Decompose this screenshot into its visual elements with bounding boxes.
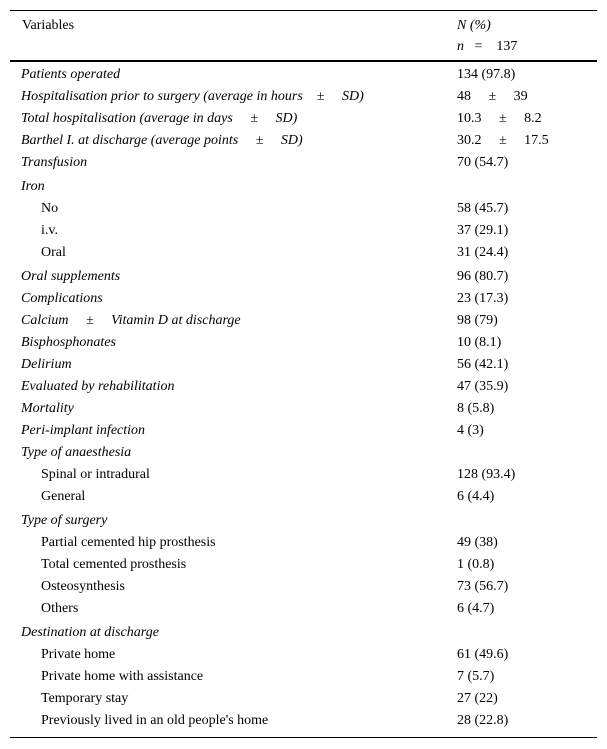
table-row [10,666,597,688]
header-n-percent: N (%) [457,18,491,33]
row-value: 31 (24.4) [457,245,509,260]
table-header [10,12,597,62]
row-label: Others [41,601,79,616]
table-row [10,532,597,554]
row-label: Total cemented prosthesis [41,557,187,572]
table-row [10,420,597,442]
table-row [10,486,597,508]
row-label: Type of surgery [21,513,108,528]
row-label: Delirium [21,357,72,372]
row-label: Private home [41,647,116,662]
header-count-value: = 137 [464,39,518,54]
row-value: 47 (35.9) [457,379,509,394]
row-label: Barthel I. at discharge (average points ± SD) [21,133,303,148]
table-row [10,442,597,464]
row-value: 58 (45.7) [457,201,509,216]
row-label: Private home with assistance [41,669,204,684]
row-label: Oral supplements [21,269,121,284]
row-label: Iron [21,179,45,194]
row-value: 98 (79) [457,313,498,328]
row-label: Evaluated by rehabilitation [21,379,175,394]
table-row [10,130,597,152]
row-label: Peri-implant infection [21,423,146,438]
row-value: 61 (49.6) [457,647,509,662]
table-row [10,576,597,598]
header-variables: Variables [22,18,75,33]
table-row [10,510,597,532]
row-value: 10 (8.1) [457,335,502,350]
header-count-prefix: n [457,39,464,54]
table-row [10,86,597,108]
table-row [10,288,597,310]
table-row [10,332,597,354]
header-sample-size [457,39,517,55]
table-row [10,398,597,420]
row-label: Mortality [21,401,74,416]
table-row [10,464,597,486]
table-row [10,152,597,174]
table-row [10,198,597,220]
row-value: 30.2 ± 17.5 [457,133,549,148]
table-row [10,622,597,644]
row-label: Patients operated [21,67,121,82]
row-label: Hospitalisation prior to surgery (average in hours ± SD) [21,89,364,104]
row-value: 70 (54.7) [457,155,509,170]
table-row [10,108,597,130]
row-value: 10.3 ± 8.2 [457,111,542,126]
row-label: Bisphosphonates [21,335,116,350]
row-value: 6 (4.7) [457,601,495,616]
row-value: 27 (22) [457,691,498,706]
table-row [10,688,597,710]
row-value: 1 (0.8) [457,557,495,572]
row-value: 23 (17.3) [457,291,509,306]
row-label: Destination at discharge [21,625,159,640]
row-value: 37 (29.1) [457,223,509,238]
row-value: 96 (80.7) [457,269,509,284]
row-value: 128 (93.4) [457,467,516,482]
row-label: No [41,201,59,216]
row-value: 48 ± 39 [457,89,528,104]
table-row [10,554,597,576]
table-row [10,176,597,198]
row-label: Oral [41,245,66,260]
row-value: 4 (3) [457,423,484,438]
table-row [10,64,597,86]
row-value: 134 (97.8) [457,67,516,82]
table-row [10,644,597,666]
row-value: 6 (4.4) [457,489,495,504]
row-label: Complications [21,291,103,306]
table-row [10,354,597,376]
row-label: Calcium ± Vitamin D at discharge [21,313,241,328]
table-row [10,220,597,242]
row-label: Previously lived in an old people's home [41,713,269,728]
row-value: 56 (42.1) [457,357,509,372]
row-label: Partial cemented hip prosthesis [41,535,216,550]
row-label: Temporary stay [41,691,129,706]
row-value: 8 (5.8) [457,401,495,416]
row-label: Total hospitalisation (average in days ± SD) [21,111,298,126]
row-label: General [41,489,86,504]
table-row [10,376,597,398]
row-value: 49 (38) [457,535,498,550]
row-value: 7 (5.7) [457,669,495,684]
row-label: i.v. [41,223,58,238]
row-label: Osteosynthesis [41,579,125,594]
table-row [10,598,597,620]
table-row [10,310,597,332]
row-label: Spinal or intradural [41,467,150,482]
table-row [10,242,597,264]
table-row [10,710,597,732]
row-label: Transfusion [21,155,88,170]
table-body [10,64,597,732]
table-row [10,266,597,288]
row-label: Type of anaesthesia [21,445,132,460]
row-value: 73 (56.7) [457,579,509,594]
row-value: 28 (22.8) [457,713,509,728]
